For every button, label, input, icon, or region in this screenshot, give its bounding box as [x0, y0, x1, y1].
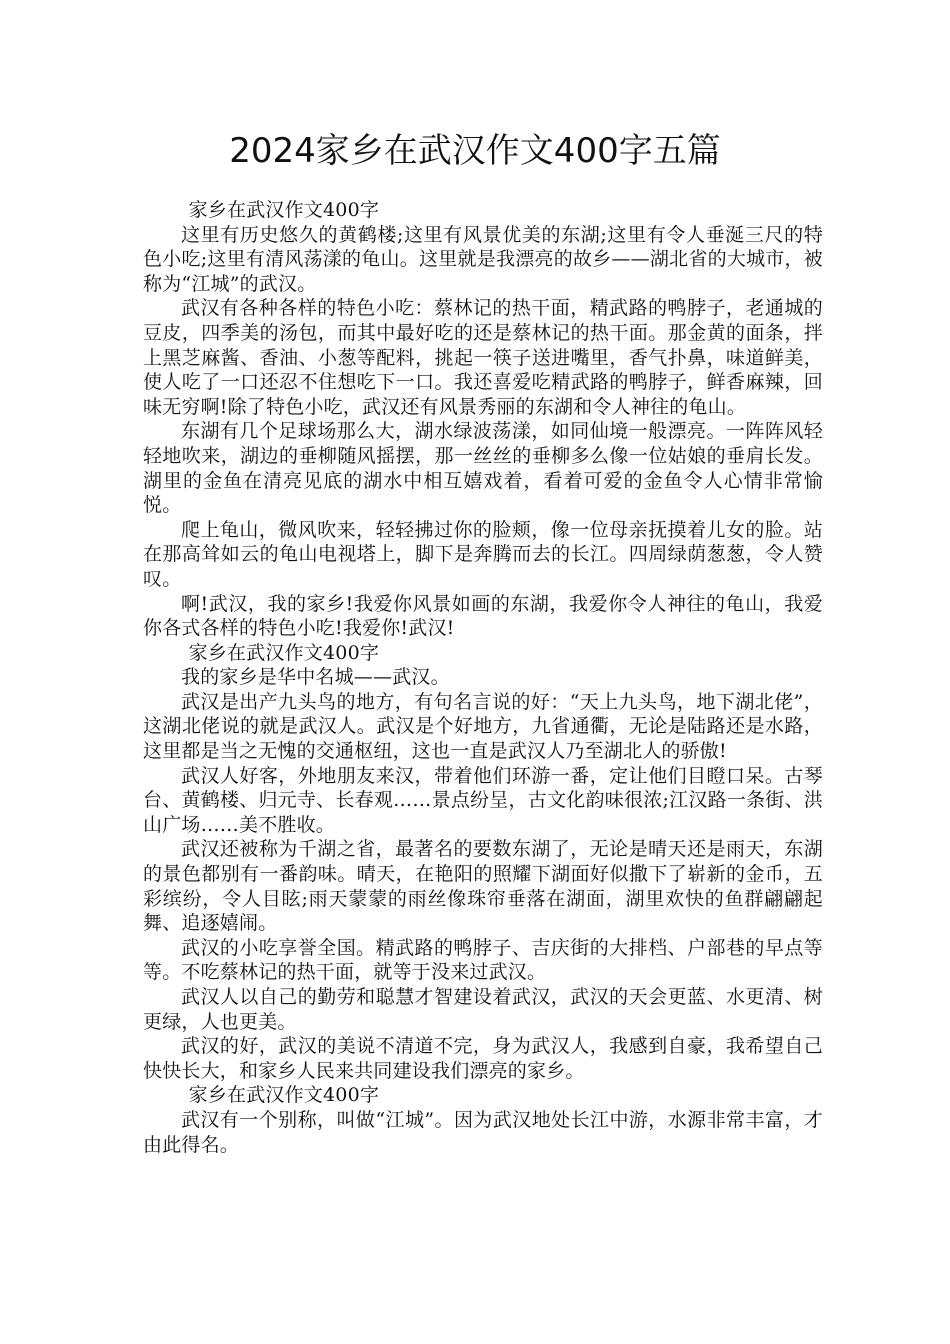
paragraph: 啊!武汉，我的家乡!我爱你风景如画的东湖，我爱你令人神往的龟山，我爱你各式各样的特色小吃!我爱你!武汉!	[143, 592, 823, 640]
paragraph: 武汉人好客，外地朋友来汉，带着他们环游一番，定让他们目瞪口呆。古琴台、黄鹤楼、归元寺、长春观……景点纷呈，古文化韵味很浓;江汉路一条街、洪山广场……美不胜收。	[143, 764, 823, 836]
document-body	[143, 198, 823, 1157]
paragraph: 武汉的小吃享誉全国。精武路的鸭脖子、吉庆街的大排档、户部巷的早点等等。不吃蔡林记的热干面，就等于没来过武汉。	[143, 936, 823, 984]
paragraph: 武汉人以自己的勤劳和聪慧才智建设着武汉，武汉的天会更蓝、水更清、树更绿，人也更美。	[143, 986, 823, 1033]
paragraph: 我的家乡是华中名城——武汉。	[181, 666, 450, 689]
paragraph: 武汉有一个别称，叫做“江城”。因为武汉地处长江中游，水源非常丰富，才由此得名。	[143, 1108, 823, 1156]
essay-subtitle: 家乡在武汉作文400字	[188, 199, 380, 221]
page-title: 2024家乡在武汉作文400字五篇	[229, 131, 721, 171]
paragraph: 武汉有各种各样的特色小吃：蔡林记的热干面，精武路的鸭脖子，老通城的豆皮，四季美的汤包，而其中最好吃的还是蔡林记的热干面。那金黄的面条，拌上黑芝麻酱、香油、小葱等配料，挑起一筷子送进嘴里，香气扑鼻，味道鲜美，使人吃了一口还忍不住想吃下一口。我还喜爱吃精武路的鸭脖子，鲜香麻辣，回味无穷啊!除了特色小吃，武汉还有风景秀丽的东湖和令人神往的龟山。	[143, 297, 823, 418]
essay-subtitle: 家乡在武汉作文400字	[188, 1084, 380, 1107]
paragraph: 武汉还被称为千湖之省，最著名的要数东湖了，无论是晴天还是雨天，东湖的景色都别有一番韵味。晴天，在艳阳的照耀下湖面好似撒下了崭新的金币，五彩缤纷，令人目眩;雨天蒙蒙的雨丝像珠帘垂落在湖面，湖里欢快的鱼群翩翩起舞、追逐嬉闹。	[143, 838, 823, 935]
paragraph: 爬上龟山，微风吹来，轻轻拂过你的脸颊，像一位母亲抚摸着儿女的脸。站在那高耸如云的龟山电视塔上，脚下是奔腾而去的长江。四周绿荫葱葱，令人赞叹。	[143, 518, 823, 590]
essay-subtitle: 家乡在武汉作文400字	[188, 641, 380, 664]
paragraph: 这里有历史悠久的黄鹤楼;这里有风景优美的东湖;这里有令人垂涎三尺的特色小吃;这里有清风荡漾的龟山。这里就是我漂亮的故乡——湖北省的大城市，被称为“江城”的武汉。	[143, 223, 823, 295]
paragraph: 武汉是出产九头鸟的地方，有句名言说的好：“天上九头鸟，地下湖北佬”，这湖北佬说的就是武汉人。武汉是个好地方，九省通衢，无论是陆路还是水路，这里都是当之无愧的交通枢纽，这也一直是武汉人乃至湖北人的骄傲!	[143, 690, 823, 763]
paragraph: 武汉的好，武汉的美说不清道不完，身为武汉人，我感到自豪，我希望自己快快长大，和家乡人民来共同建设我们漂亮的家乡。	[143, 1035, 823, 1082]
paragraph: 东湖有几个足球场那么大，湖水绿波荡漾，如同仙境一般漂亮。一阵阵风轻轻地吹来，湖边的垂柳随风摇摆，那一丝丝的垂柳多么像一位姑娘的垂肩长发。湖里的金鱼在清亮见底的湖水中相互嬉戏着，看着可爱的金鱼令人心情非常愉悦。	[143, 420, 823, 517]
